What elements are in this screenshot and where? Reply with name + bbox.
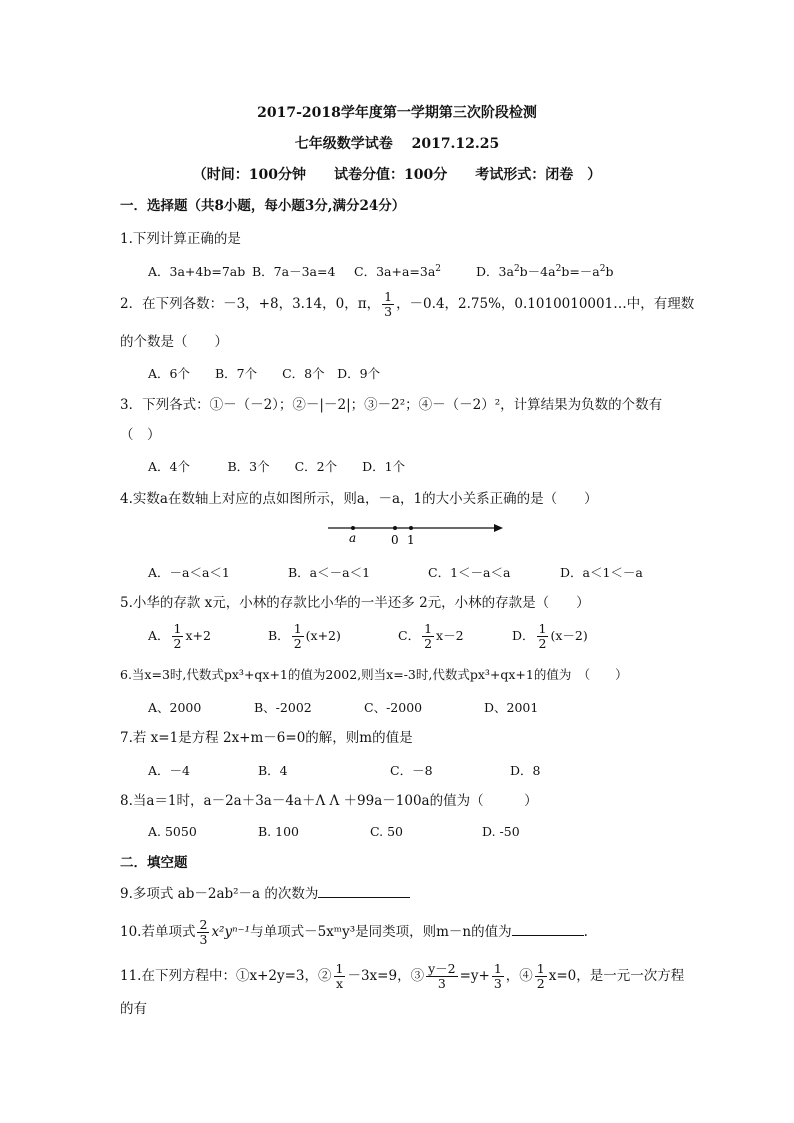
question-2-options: A．6个 B．7个 C．8个 D．9个 (148, 366, 381, 381)
option-d: D． $\frac{1}{2}$ (x－2) (512, 621, 588, 651)
question-10-stem: 10.若单项式 $\frac{2}{3}$ x²yⁿ⁻¹与单项式－5xᵐy³是同类项，则m－n的值为 . (120, 917, 588, 947)
fraction: $\frac{1}{2}$ (538, 621, 547, 651)
axis-label-0: 0 (391, 533, 399, 546)
option-b: B. 100 (258, 824, 299, 839)
question-2-stem: 2．在下列各数：－3，+8，3.14，0，π， $\frac{1}{3}$ ，－0.4，2.75%，0.1010010001…中，有理数 (120, 289, 695, 319)
fraction: $\frac{1}{x}$ (335, 961, 344, 991)
option-a: A． $\frac{1}{2}$ x+2 (148, 621, 211, 651)
point-zero (393, 526, 397, 530)
question-11-stem: 11.在下列方程中：①x+2y=3，② $\frac{1}{x}$ －3x=9，③ $\frac{y-2}{3}$ =y+ $\frac{1}{3}$ ，④ $\frac{1}{2}$ x=0，是一元一次方程 (120, 961, 685, 991)
question-11-stem-line2: 的有 (120, 1001, 147, 1017)
axis-arrow-icon (494, 524, 503, 532)
question-4-stem: 4.实数a在数轴上对应的点如图所示，则a，－a，1的大小关系正确的是（ ） (120, 491, 598, 507)
option-d: D．8 (510, 763, 541, 778)
fraction: $\frac{1}{2}$ (173, 621, 182, 651)
point-a (351, 526, 355, 530)
option-a: A、2000 (148, 700, 202, 715)
question-8-stem: 8.当a＝1时，a－2a＋3a－4a＋Λ Λ ＋99a－100a的值为（ ） (120, 793, 538, 809)
option-b: B．4 (258, 763, 288, 778)
option-c: C．－8 (390, 763, 433, 778)
fraction: $\frac{y-2}{3}$ (428, 961, 456, 991)
option-c: C．$3a+a=3a^2$ (354, 263, 442, 279)
option-c: C．1＜－a＜a (428, 565, 511, 580)
fraction: $\frac{1}{3}$ (384, 289, 393, 319)
question-5-stem: 5.小华的存款 x元，小林的存款比小华的一半还多 2元，小林的存款是（ ） (120, 595, 590, 611)
question-3-paren: （ ） (120, 427, 161, 443)
option-b: B、-2002 (254, 700, 312, 715)
question-9-stem: 9.多项式 ab－2ab²－a 的次数为 (120, 885, 410, 903)
question-3-options: A．4个 B．3个 C．2个 D．1个 (148, 459, 406, 474)
question-6-stem: 6.当x=3时,代数式px³+qx+1的值为2002,则当x=-3时,代数式px³+qx+1的值为 （ ） (120, 667, 628, 682)
question-3-stem: 3．下列各式：①－（－2）；②－|－2|；③－2²；④－（－2）²，计算结果为负数的个数有 (120, 397, 663, 413)
exam-subtitle (0, 135, 794, 153)
question-7-stem: 7.若 x=1是方程 2x+m－6=0的解，则m的值是 (120, 730, 413, 746)
option-b: B．a＜－a＜1 (288, 565, 371, 580)
option-c: C. 50 (370, 824, 403, 839)
fraction: $\frac{1}{2}$ (536, 961, 545, 991)
question-2-stem-line2: 的个数是（ ） (120, 334, 228, 350)
axis-label-1: 1 (407, 533, 415, 546)
option-d: D. -50 (482, 824, 520, 839)
exam-title: 2017-2018学年度第一学期第三次阶段检测 (257, 105, 537, 121)
fraction: $\frac{2}{3}$ (199, 917, 208, 947)
exam-date: 2017.12.25 (411, 136, 500, 152)
option-a: A．－4 (148, 763, 190, 778)
fraction: $\frac{1}{2}$ (293, 621, 302, 651)
option-d: D．$3a^2b-4a^2b=-a^2b$ (476, 263, 614, 279)
section-heading-fill: 二．填空题 (120, 855, 188, 871)
option-a: A．－a＜a＜1 (148, 565, 230, 580)
option-b: B．7a－3a=4 (252, 264, 336, 279)
subject-title: 七年级数学试卷 (294, 136, 393, 152)
option-c: C． $\frac{1}{2}$ x－2 (398, 621, 464, 651)
question-1-stem: 1.下列计算正确的是 (120, 231, 241, 247)
option-c: C、-2000 (364, 700, 423, 715)
option-b: B． $\frac{1}{2}$ (x+2) (268, 621, 341, 651)
fraction: $\frac{1}{2}$ (424, 621, 433, 651)
section-heading-choice: 一．选择题（共8小题，每小题3分,满分24分） (120, 198, 406, 214)
answer-blank[interactable] (512, 935, 584, 936)
fraction: $\frac{1}{3}$ (493, 961, 502, 991)
option-d: D、2001 (484, 700, 539, 715)
axis-label-a: a (349, 531, 357, 545)
exam-info: （时间：100分钟 试卷分值：100分 考试形式：闭卷 ） (192, 167, 602, 183)
option-d: D．a＜1＜－a (560, 565, 643, 580)
number-line-figure (325, 520, 505, 546)
point-one (409, 526, 413, 530)
option-a: A．3a+4b=7ab (148, 264, 246, 279)
option-a: A. 5050 (148, 824, 197, 839)
answer-blank[interactable] (318, 897, 410, 898)
